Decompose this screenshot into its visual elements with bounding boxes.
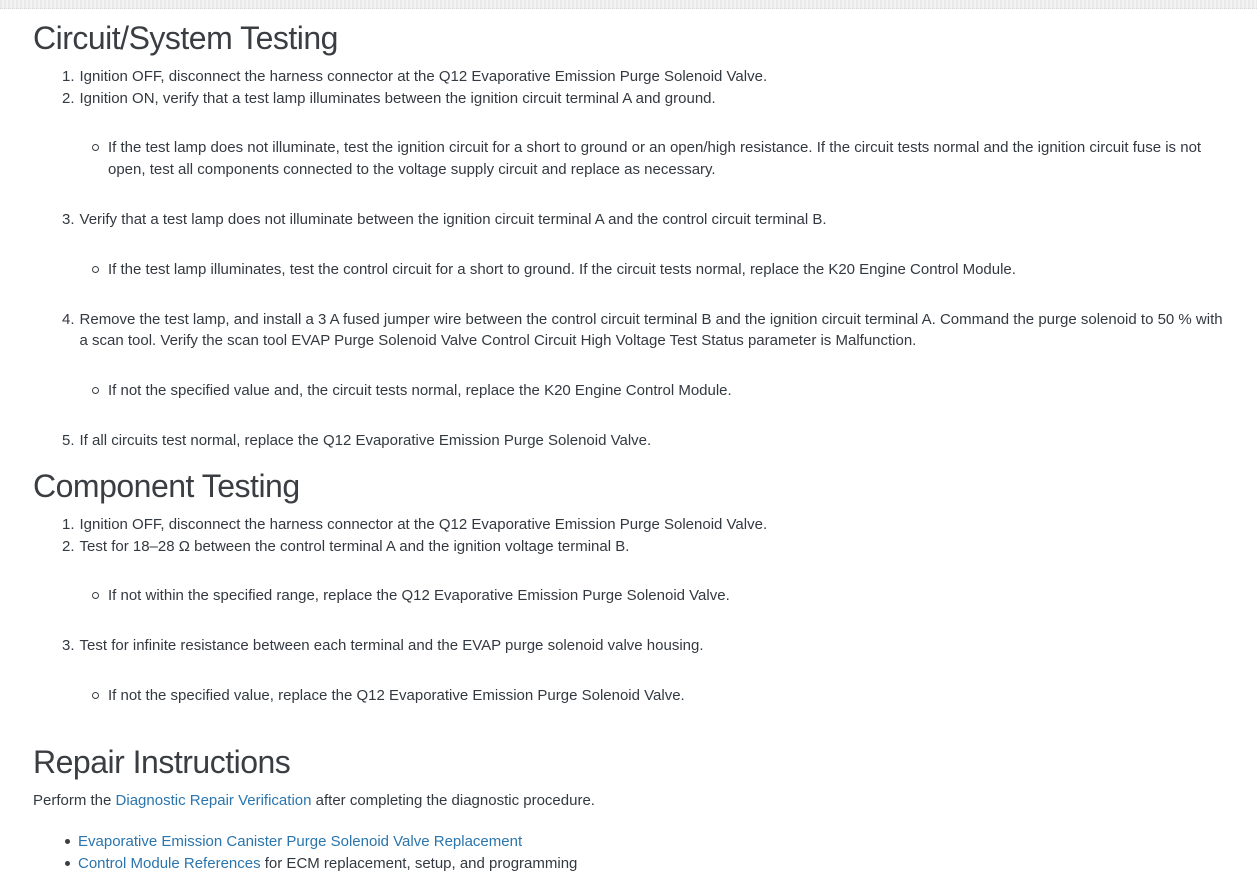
- disc-bullet-icon: [65, 839, 70, 844]
- sub-bullet-list: [92, 380, 1229, 402]
- sub-bullet-text: If not the specified value and, the circuit tests normal, replace the K20 Engine Control Module.: [108, 381, 732, 399]
- sub-bullet-item: [92, 685, 1229, 707]
- step-text: Ignition OFF, disconnect the harness connector at the Q12 Evaporative Emission Purge Solenoid Valve.: [79, 516, 768, 534]
- step-number: 1.: [62, 68, 75, 86]
- disc-bullet-icon: [65, 861, 70, 866]
- step-item: [62, 88, 1229, 182]
- repair-intro-suffix: after completing the diagnostic procedure.: [311, 792, 595, 810]
- repair-item-text: [78, 831, 522, 853]
- step-number: 3.: [62, 637, 75, 655]
- section-title-component-testing: Component Testing: [33, 468, 300, 505]
- step-number: 4.: [62, 310, 75, 328]
- circle-bullet-icon: [92, 144, 99, 151]
- control-module-references-link[interactable]: Control Module References: [78, 854, 261, 872]
- step-text: If all circuits test normal, replace the Q12 Evaporative Emission Purge Solenoid Valve.: [79, 431, 652, 449]
- circle-bullet-icon: [92, 387, 99, 394]
- step-item: [62, 209, 1229, 281]
- step-text: Test for infinite resistance between each terminal and the EVAP purge solenoid valve housing.: [79, 637, 704, 655]
- document-content: [0, 21, 1257, 875]
- circle-bullet-icon: [92, 266, 99, 273]
- step-text: Ignition ON, verify that a test lamp illuminates between the ignition circuit terminal A and ground.: [79, 89, 716, 107]
- step-number: 3.: [62, 211, 75, 229]
- step-text: Ignition OFF, disconnect the harness connector at the Q12 Evaporative Emission Purge Solenoid Valve.: [79, 68, 768, 86]
- step-text: Remove the test lamp, and install a 3 A fused jumper wire between the control circuit terminal B and the ignition circuit terminal A. Command the purge solenoid to 50 % with a scan tool. Verify the scan tool EVAP Purge Solenoid Valve Control Circuit High Voltage Test Status parameter is Malfunction.: [79, 310, 1223, 350]
- repair-intro-prefix: Perform the: [33, 792, 116, 810]
- repair-item-text: [78, 853, 577, 875]
- sub-bullet-list: [92, 259, 1229, 281]
- circle-bullet-icon: [92, 592, 99, 599]
- sub-bullet-item: [92, 585, 1229, 607]
- sub-bullet-text: If the test lamp illuminates, test the control circuit for a short to ground. If the circuit tests normal, replace the K20 Engine Control Module.: [108, 260, 1016, 278]
- sub-bullet-text: If not within the specified range, replace the Q12 Evaporative Emission Purge Solenoid Valve.: [108, 587, 730, 605]
- sub-bullet-list: [92, 137, 1229, 181]
- repair-item-suffix: for ECM replacement, setup, and programming: [260, 854, 578, 872]
- step-item: [62, 514, 1229, 536]
- step-number: 2.: [62, 537, 75, 555]
- repair-links-list: [65, 831, 1229, 875]
- step-item: [62, 430, 1229, 452]
- sub-bullet-item: [92, 380, 1229, 402]
- section-title-circuit-system-testing: Circuit/System Testing: [33, 20, 338, 56]
- step-item: [62, 536, 1229, 608]
- step-item: [62, 309, 1229, 402]
- sub-bullet-list: [92, 685, 1229, 707]
- diagnostic-repair-verification-link[interactable]: Diagnostic Repair Verification: [115, 792, 312, 810]
- step-text: Verify that a test lamp does not illuminate between the ignition circuit terminal A and the control circuit terminal B.: [79, 211, 827, 229]
- step-item: [62, 66, 1229, 88]
- circuit-system-testing-steps: [33, 66, 1229, 451]
- sub-bullet-item: [92, 137, 1229, 181]
- section-title-repair-instructions: Repair Instructions: [33, 743, 291, 780]
- sub-bullet-text: If the test lamp does not illuminate, test the ignition circuit for a short to ground or an open/high resistance. If the circuit tests normal and the ignition circuit fuse is not open, test all components connected to the voltage supply circuit and replace as necessary.: [108, 139, 1202, 179]
- step-number: 2.: [62, 89, 75, 107]
- sub-bullet-list: [92, 585, 1229, 607]
- circle-bullet-icon: [92, 692, 99, 699]
- step-item: [62, 635, 1229, 707]
- component-testing-steps: [33, 514, 1229, 707]
- repair-list-item: [65, 853, 1229, 875]
- top-edge-strip: [0, 0, 1257, 9]
- step-text: Test for 18–28 Ω between the control terminal A and the ignition voltage terminal B.: [79, 537, 630, 555]
- purge-solenoid-replacement-link[interactable]: Evaporative Emission Canister Purge Solenoid Valve Replacement: [78, 832, 523, 850]
- sub-bullet-item: [92, 259, 1229, 281]
- repair-list-item: [65, 831, 1229, 853]
- sub-bullet-text: If not the specified value, replace the Q12 Evaporative Emission Purge Solenoid Valve.: [108, 686, 685, 704]
- step-number: 1.: [62, 516, 75, 534]
- step-number: 5.: [62, 431, 75, 449]
- repair-intro-paragraph: [33, 790, 1229, 812]
